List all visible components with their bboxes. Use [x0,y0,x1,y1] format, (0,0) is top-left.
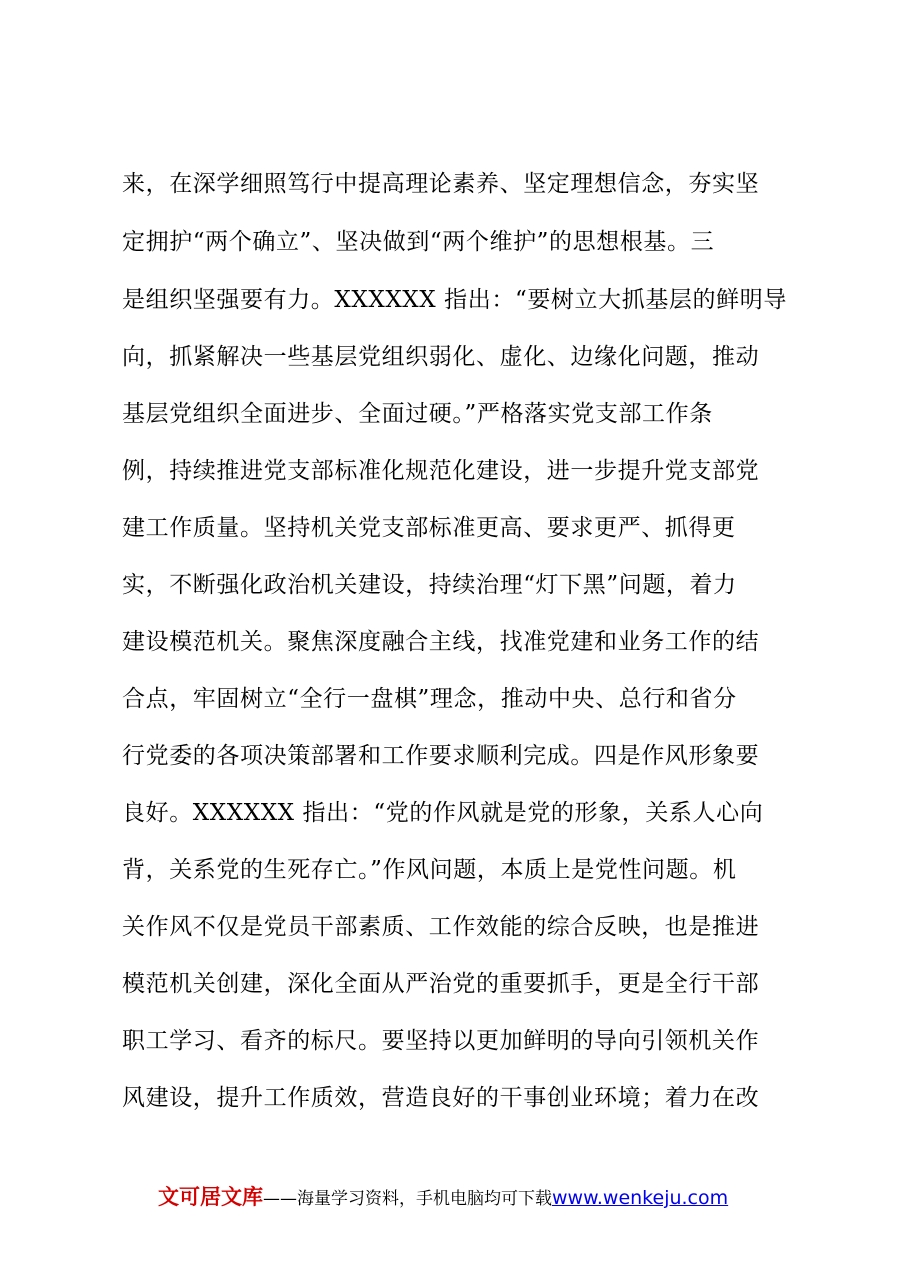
text-line: 模范机关创建，深化全面从严治党的重要抓手，更是全行干部 [122,971,760,997]
footer-url-link[interactable]: www.wenkeju.com [552,1187,729,1209]
text-line: 基层党组织全面进步、全面过硬。”严格落实党支部工作条 [122,401,713,427]
text-line: 良好。XXXXXX 指出：“党的作风就是党的形象，关系人心向 [122,800,764,826]
text-line: 向，抓紧解决一些基层党组织弱化、虚化、边缘化问题，推动 [122,344,760,370]
text-line: 建工作质量。坚持机关党支部标准更高、要求更严、抓得更 [122,515,736,541]
text-line: 来，在深学细照笃行中提高理论素养、坚定理想信念，夯实坚 [122,171,760,197]
text-line: 风建设，提升工作质效，营造良好的干事创业环境；着力在改 [122,1085,760,1111]
text-line: 建设模范机关。聚焦深度融合主线，找准党建和业务工作的结 [122,629,760,655]
text-line: 例，持续推进党支部标准化规范化建设，进一步提升党支部党 [122,458,760,484]
text-line: 实，不断强化政治机关建设，持续治理“灯下黑”问题，着力 [122,572,737,598]
text-line: 关作风不仅是党员干部素质、工作效能的综合反映，也是推进 [122,914,760,940]
page-footer [158,1181,728,1213]
footer-tagline: ——海量学习资料，手机电脑均可下载 [263,1189,552,1209]
text-line: 是组织坚强要有力。XXXXXX 指出：“要树立大抓基层的鲜明导 [122,287,787,313]
text-line: 职工学习、看齐的标尺。要坚持以更加鲜明的导向引领机关作 [122,1028,760,1054]
text-line: 背，关系党的生死存亡。”作风问题，本质上是党性问题。机 [122,857,737,883]
text-line: 定拥护“两个确立”、坚决做到“两个维护”的思想根基。三 [122,229,715,255]
footer-brand: 文可居文库 [158,1185,263,1209]
text-line: 行党委的各项决策部署和工作要求顺利完成。四是作风形象要 [122,743,760,769]
text-line: 合点，牢固树立“全行一盘棋”理念，推动中央、总行和省分 [122,686,737,712]
